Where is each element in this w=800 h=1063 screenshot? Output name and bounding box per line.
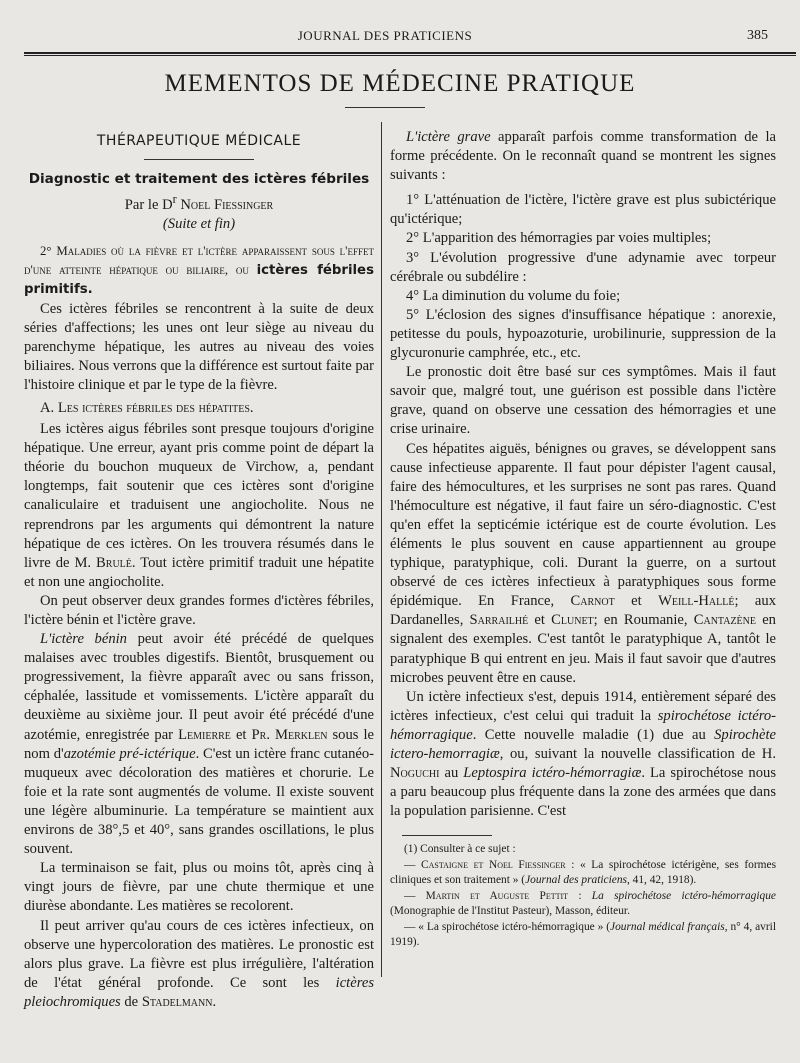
person-name: Clunet — [551, 612, 594, 629]
text: (Monographie de l'Institut Pasteur), Masson, éditeur. — [390, 905, 630, 918]
text: : — [568, 889, 592, 902]
footnote — [390, 858, 776, 889]
byline — [24, 190, 374, 215]
text: en signalent des exemples. C'est tantôt le paratyphique A, tantôt le paratyphique B qui entrent en jeu. Mais il faut savoir que d'autres microbes peuvent être en cause. — [390, 612, 776, 686]
text: . — [212, 993, 217, 1010]
person-name: Lemierre — [178, 726, 231, 743]
italic-term: L'ictère bénin — [40, 631, 127, 648]
right-column — [390, 128, 776, 951]
text: . Tout ictère primitif traduit une hépatite et non une angiocholite. — [24, 554, 374, 590]
article-title: Diagnostic et traitement des ictères fébriles — [28, 171, 370, 188]
paragraph — [24, 630, 374, 859]
italic-term: Spirochète ictero-hemorragiæ — [390, 726, 776, 762]
person-name: Pr. Merklen — [251, 726, 328, 743]
paragraph — [390, 128, 776, 185]
subsection-heading: A. Les ictères fébriles des hépatites. — [40, 399, 254, 416]
list-item: 2° L'apparition des hémorragies par voies multiples; — [406, 230, 712, 247]
paragraph: Ces ictères fébriles se rencontrent à la suite de deux séries d'affections; les unes ont leur siège au niveau du parenchyme hépatique, les autres au niveau des voies biliaires. Nous verrons que la différence est surtout faite par l'histoire clinique et par le type de la fièvre. — [24, 300, 374, 393]
text: — « La spirochétose ictéro-hémorragique » ( — [404, 920, 611, 933]
text: ; en Roumanie, — [593, 612, 694, 629]
text: , 41, 42, 1918). — [626, 874, 697, 887]
section-heading: THÉRAPEUTIQUE MÉDICALE — [96, 133, 302, 149]
italic-term: La spirochétose ictéro-hémorragique — [591, 889, 776, 902]
italic-term: azotémie pré-ictérique — [63, 745, 196, 762]
paragraph: La terminaison se fait, plus ou moins tôt, après cinq à vingt jours de fièvre, par une chute thermique et une diurèse abondante. Les matières se recolorent. — [24, 860, 374, 915]
person-name: Weill-Hallé — [658, 593, 735, 610]
header-rule — [24, 52, 796, 54]
list-item: 5° L'éclosion des signes d'insuffisance hépatique : anorexie, petitesse du pouls, hypoazoturie, urobilinurie, suppression de la glycuronurie camphrée, etc., etc. — [390, 306, 776, 362]
text: Un ictère infectieux s'est, depuis 1914, entièrement séparé des ictères infectieux, c'est celui qui traduit la — [390, 688, 776, 724]
text: Les ictères aigus fébriles sont presque toujours d'origine hépatique. Une erreur, ayant pris comme point de départ la théorie du bouchon muqueux de Virchow, a, pendant longtemps, fait soutenir que ces ictères sont d'origine canaliculaire et traduisent une angiocholite. Nous ne reprendrons par les arguments qui démontrent la nature hépatique de ces ictères. On les trouvera résumés dans le livre de M. — [24, 421, 374, 571]
person-name: Brulé — [96, 554, 132, 571]
text: de — [120, 993, 142, 1010]
paragraph: Le pronostic doit être basé sur ces symptômes. Mais il faut savoir que, malgré tout, une guérison est possible dans l'ictère grave, quand on observe une cessation des hémorragies et une crise urinaire. — [390, 364, 776, 438]
sub-heading-bold: ictères fébriles primitifs. — [24, 263, 374, 298]
paragraph — [390, 440, 776, 688]
text: Il peut arriver qu'au cours de ces ictères infectieux, on observe une hypercoloration des matières. Le pronostic est alors plus grave. La fièvre est plus irrégulière, l'altération de l'état général profonde. Ce sont les — [24, 917, 374, 991]
footnotes — [390, 842, 776, 951]
text: , n° 4, avril 1919). — [390, 920, 776, 949]
title-rule — [345, 107, 425, 108]
italic-term: ictères pleiochromiques — [24, 974, 374, 1010]
author-name: Noel Fiessinger — [180, 197, 274, 214]
list-item: 1° L'atténuation de l'ictère, l'ictère grave est plus subictérique qu'ictérique; — [390, 192, 776, 228]
paragraph: On peut observer deux grandes formes d'ictères fébriles, l'ictère bénin et l'ictère grave. — [24, 592, 374, 629]
italic-term: L'ictère grave — [406, 129, 491, 145]
main-title: MEMENTOS DE MÉDECINE PRATIQUE — [164, 70, 636, 97]
running-head — [0, 26, 800, 46]
section-rule — [144, 159, 254, 160]
paragraph — [390, 688, 776, 822]
text: peut avoir été précédé de quelques malaises avec troubles digestifs. Bientôt, brusquement ou progressivement, la fièvre apparaît avec ou sans frisson, céphalée, lassitude et vomissements. L'ictère apparaît du deuxième au sixième jour. Il peut avoir été précédé d'une azotémie, enregistrée par — [24, 631, 374, 743]
text: sous le nom d' — [24, 726, 374, 762]
page-number: 385 — [747, 28, 768, 43]
sub-heading-text: 2° Maladies où la fièvre et l'ictère apparaissent sous l'effet d'une atteinte hépatique ou biliaire, ou — [24, 244, 374, 278]
sub-heading — [24, 242, 374, 299]
person-name: Martin et Auguste Pettit — [425, 889, 569, 902]
text: — — [404, 858, 422, 871]
list-item: 4° La diminution du volume du foie; — [406, 287, 621, 304]
text: et — [230, 726, 252, 743]
italic-term: Leptospira ictéro-hémorragiæ — [463, 765, 642, 782]
byline-prefix: Par le D — [124, 197, 173, 214]
person-name: Cantazène — [693, 612, 756, 629]
footnote — [390, 920, 776, 951]
header-rule-thin — [24, 55, 796, 56]
text: . Cette nouvelle maladie (1) due au — [472, 726, 715, 743]
text: au — [439, 765, 464, 782]
person-name: Sarrailhé — [469, 612, 529, 629]
person-name: Castaigne et Noel Fiessinger — [421, 858, 566, 871]
journal-name: JOURNAL DES PRATICIENS — [297, 28, 473, 43]
footnote-intro: (1) Consulter à ce sujet : — [404, 843, 516, 856]
text: . C'est un ictère franc cutanéo-muqueux avec décoloration des matières et chorurie. Le foie et la rate sont augmentés de volume. Il existe souvent une légère albuminurie. La température se maintient aux environs de 38°,5 et 40°, sans grandes oscillations, le plus souvent. — [24, 745, 375, 858]
list-item: 3° L'évolution progressive d'une adynamie avec torpeur cérébrale ou subdélire : — [390, 249, 776, 285]
person-name: Stadelmann — [141, 993, 213, 1010]
person-name: Carnot — [570, 593, 615, 610]
paragraph — [24, 917, 374, 1012]
paragraph — [24, 420, 374, 592]
column-divider — [381, 122, 382, 977]
left-column — [24, 128, 374, 1012]
footnote — [390, 889, 776, 920]
text: : « La spirochétose ictérigène, ses formes cliniques et son traitement » ( — [390, 858, 776, 887]
text: et — [614, 593, 659, 610]
footnote-rule — [402, 835, 492, 836]
italic-term: Journal des praticiens — [525, 874, 627, 887]
text: . La spirochétose nous a paru beaucoup plus fréquente dans la zone des armées que dans la population parisienne. C'est — [390, 765, 776, 820]
byline-sup: r — [172, 192, 177, 207]
text: Ces hépatites aiguës, bénignes ou graves, se développent sans cause infectieuse apparente. Il faut pour dépister l'agent causal, faire des hémocultures, et les surprises ne sont pas rares. Quand l'hémoculture est négative, il faut faire un séro-diagnostic. C'est qu'en effet la septicémie ictérique est de courte évolution. Les éléments le plus souvent en cause appartiennent au groupe typhique, paratyphique, coli. Durant la guerre, on a surtout observé de ces ictères infectieux à paratyphiques sous forme épidémique. En France, — [390, 440, 776, 610]
person-name: Noguchi — [390, 765, 440, 782]
text: , ou, suivant la nouvelle classification de H. — [499, 746, 776, 762]
italic-term: Journal médical français — [610, 920, 725, 933]
text: apparaît parfois comme transformation de la forme précédente. On le reconnaît quand se montrent les signes suivants : — [390, 129, 777, 184]
text: ; aux Dardanelles, — [390, 593, 776, 629]
text: et — [528, 612, 552, 629]
italic-term: spirochétose ictéro-hémorragique — [390, 707, 776, 743]
text: — — [404, 889, 426, 902]
suite-note: (Suite et fin) — [162, 216, 236, 233]
